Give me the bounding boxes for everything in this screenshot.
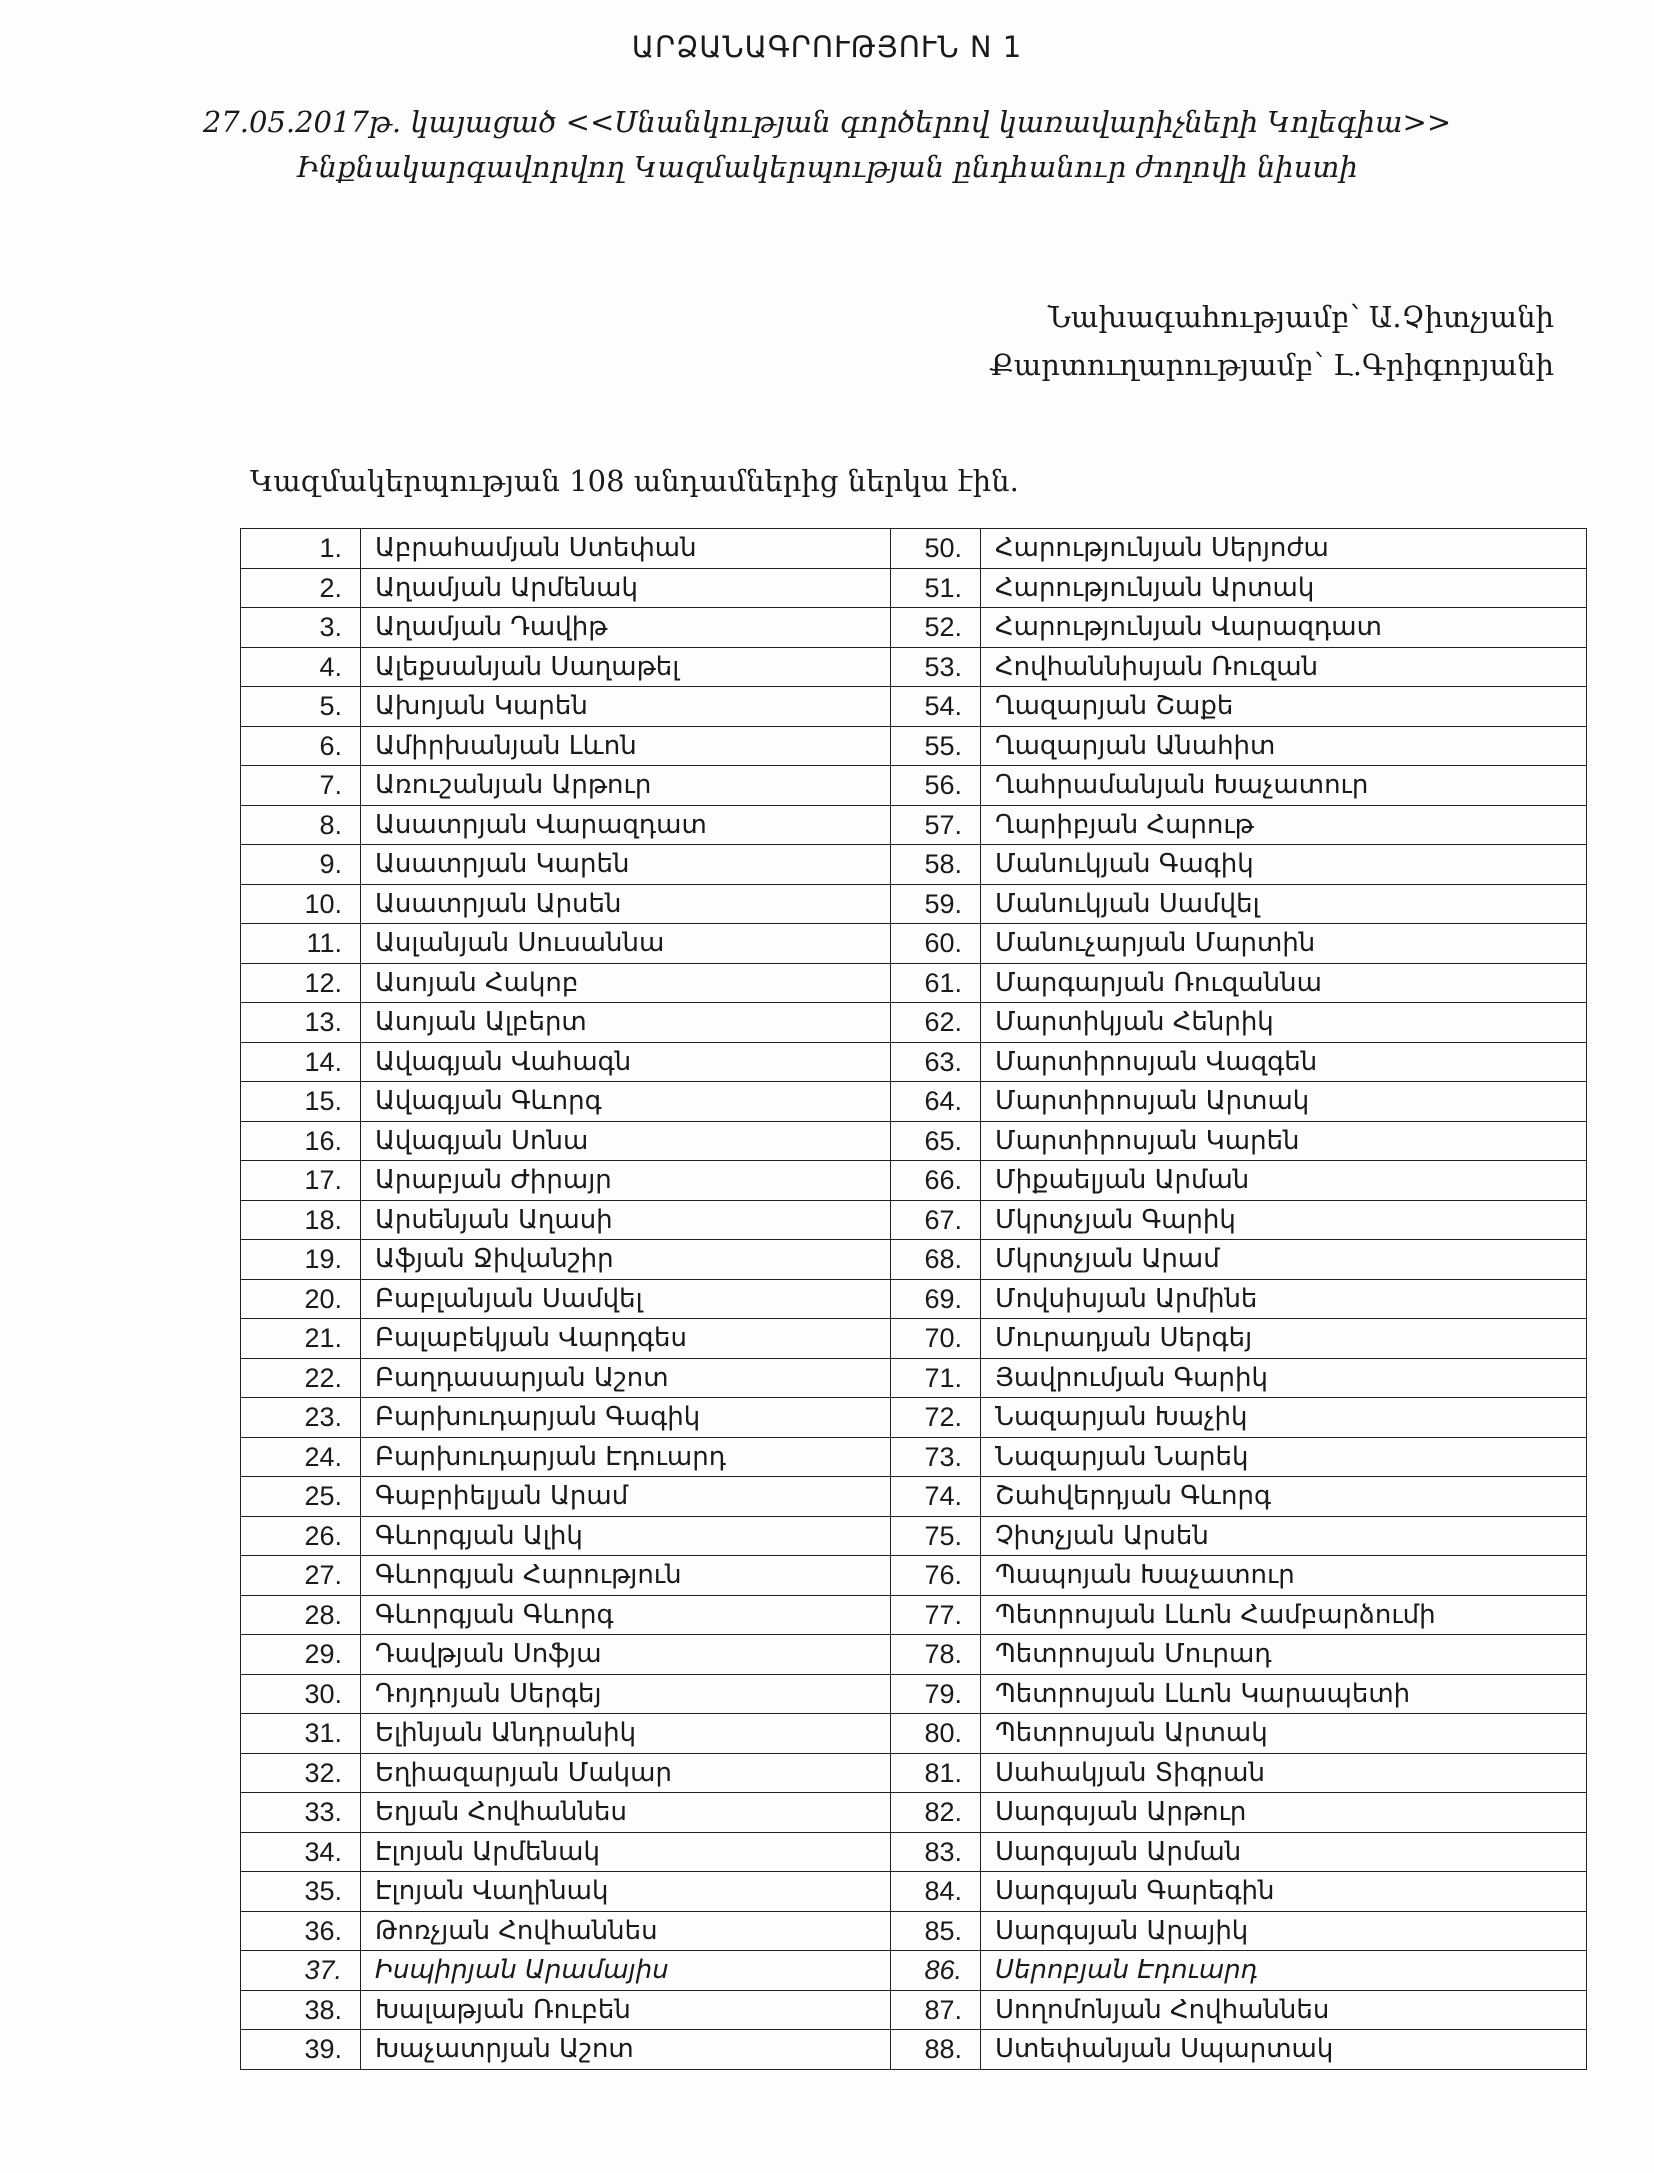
member-number: 66.	[891, 1161, 981, 1201]
table-row	[241, 1635, 1587, 1675]
member-number: 84.	[891, 1872, 981, 1912]
member-number: 20.	[241, 1279, 361, 1319]
table-row	[241, 1121, 1587, 1161]
member-number: 38.	[241, 1990, 361, 2030]
member-name: Պապոյան Խաչատուր	[981, 1556, 1587, 1596]
member-name: Աղամյան Արմենակ	[361, 568, 891, 608]
member-number: 37.	[241, 1951, 361, 1991]
member-name: Գևորգյան Ալիկ	[361, 1516, 891, 1556]
subtitle-line-1: 27.05.2017թ. կայացած <<Սնանկության գործերով կառավարիչների Կոլեգիա>>	[202, 105, 1452, 139]
member-name: Նազարյան Նարեկ	[981, 1437, 1587, 1477]
table-row	[241, 568, 1587, 608]
subtitle-line-2: Ինքնակարգավորվող Կազմակերպության ընդհանուր ժողովի նիստի	[296, 150, 1358, 184]
member-name: Աֆյան Ջիվանշիր	[361, 1240, 891, 1280]
member-number: 8.	[241, 805, 361, 845]
member-name: Մովսիսյան Արմինե	[981, 1279, 1587, 1319]
member-name: Մարտիրոսյան Արտակ	[981, 1082, 1587, 1122]
member-number: 35.	[241, 1872, 361, 1912]
member-number: 65.	[891, 1121, 981, 1161]
table-row	[241, 1556, 1587, 1596]
member-number: 86.	[891, 1951, 981, 1991]
member-name: Նազարյան Խաչիկ	[981, 1398, 1587, 1438]
table-row	[241, 845, 1587, 885]
member-number: 6.	[241, 726, 361, 766]
table-row	[241, 529, 1587, 569]
member-number: 69.	[891, 1279, 981, 1319]
table-row	[241, 1516, 1587, 1556]
member-number: 53.	[891, 647, 981, 687]
member-name: Ասոյան Ալբերտ	[361, 1003, 891, 1043]
member-number: 52.	[891, 608, 981, 648]
table-row	[241, 884, 1587, 924]
member-name: Հարությունյան Արտակ	[981, 568, 1587, 608]
member-name: Դավթյան Սոֆյա	[361, 1635, 891, 1675]
member-name: Ալեքսանյան Սաղաթել	[361, 647, 891, 687]
table-row	[241, 1279, 1587, 1319]
table-row	[241, 1240, 1587, 1280]
table-row	[241, 1398, 1587, 1438]
member-number: 14.	[241, 1042, 361, 1082]
table-row	[241, 687, 1587, 727]
member-name: Ղազարյան Անահիտ	[981, 726, 1587, 766]
member-name: Գևորգյան Գևորգ	[361, 1595, 891, 1635]
member-number: 32.	[241, 1753, 361, 1793]
member-name: Մկրտչյան Արամ	[981, 1240, 1587, 1280]
member-number: 88.	[891, 2030, 981, 2070]
member-number: 71.	[891, 1358, 981, 1398]
member-number: 36.	[241, 1911, 361, 1951]
chair-line: Նախագահությամբ՝ Ա.Չիտչյանի	[1047, 300, 1554, 334]
table-row	[241, 647, 1587, 687]
table-row	[241, 1319, 1587, 1359]
table-row	[241, 1990, 1587, 2030]
member-name: Սողոմոնյան Հովհաննես	[981, 1990, 1587, 2030]
member-name: Առուշանյան Արթուր	[361, 766, 891, 806]
member-number: 87.	[891, 1990, 981, 2030]
table-row	[241, 1753, 1587, 1793]
member-number: 24.	[241, 1437, 361, 1477]
document-title: ԱՐՁԱՆԱԳՐՈՒԹՅՈՒՆ N 1	[631, 30, 1023, 64]
member-name: Պետրոսյան Լևոն Համբարձումի	[981, 1595, 1587, 1635]
member-name: Մանուկյան Սամվել	[981, 884, 1587, 924]
member-name: Դոյդոյան Սերգեյ	[361, 1674, 891, 1714]
table-row	[241, 1793, 1587, 1833]
member-number: 1.	[241, 529, 361, 569]
member-name: Հովհաննիսյան Ռուզան	[981, 647, 1587, 687]
member-number: 55.	[891, 726, 981, 766]
table-row	[241, 1674, 1587, 1714]
member-number: 61.	[891, 963, 981, 1003]
member-number: 27.	[241, 1556, 361, 1596]
member-number: 70.	[891, 1319, 981, 1359]
table-row	[241, 1437, 1587, 1477]
member-number: 64.	[891, 1082, 981, 1122]
member-number: 23.	[241, 1398, 361, 1438]
member-name: Գևորգյան Հարություն	[361, 1556, 891, 1596]
member-number: 25.	[241, 1477, 361, 1517]
member-number: 19.	[241, 1240, 361, 1280]
member-number: 85.	[891, 1911, 981, 1951]
member-name: Ամիրխանյան Լևոն	[361, 726, 891, 766]
member-name: Արաբյան Ժիրայր	[361, 1161, 891, 1201]
table-row	[241, 1042, 1587, 1082]
member-number: 17.	[241, 1161, 361, 1201]
member-name: Սարգսյան Արթուր	[981, 1793, 1587, 1833]
member-name: Հարությունյան Վարազդատ	[981, 608, 1587, 648]
member-number: 33.	[241, 1793, 361, 1833]
member-name: Ավագյան Սոնա	[361, 1121, 891, 1161]
member-name: Պետրոսյան Մուրադ	[981, 1635, 1587, 1675]
member-name: Ղահրամանյան Խաչատուր	[981, 766, 1587, 806]
member-name: Ղազարյան Շաքե	[981, 687, 1587, 727]
member-name: Սարգսյան Գարեգին	[981, 1872, 1587, 1912]
table-row	[241, 963, 1587, 1003]
member-number: 63.	[891, 1042, 981, 1082]
member-number: 59.	[891, 884, 981, 924]
member-number: 74.	[891, 1477, 981, 1517]
member-number: 67.	[891, 1200, 981, 1240]
table-row	[241, 924, 1587, 964]
member-number: 15.	[241, 1082, 361, 1122]
member-number: 7.	[241, 766, 361, 806]
member-number: 80.	[891, 1714, 981, 1754]
member-number: 73.	[891, 1437, 981, 1477]
member-number: 2.	[241, 568, 361, 608]
table-row	[241, 1714, 1587, 1754]
member-name: Ասատրյան Վարազդատ	[361, 805, 891, 845]
member-name: Բաբլանյան Սամվել	[361, 1279, 891, 1319]
member-name: Չիտչյան Արսեն	[981, 1516, 1587, 1556]
member-number: 22.	[241, 1358, 361, 1398]
member-number: 72.	[891, 1398, 981, 1438]
member-name: Իսպիրյան Արամայիս	[361, 1951, 891, 1991]
member-number: 34.	[241, 1832, 361, 1872]
member-number: 50.	[891, 529, 981, 569]
member-number: 57.	[891, 805, 981, 845]
member-number: 16.	[241, 1121, 361, 1161]
member-number: 51.	[891, 568, 981, 608]
member-name: Թոռչյան Հովհաննես	[361, 1911, 891, 1951]
member-name: Մուրադյան Սերգեյ	[981, 1319, 1587, 1359]
member-number: 30.	[241, 1674, 361, 1714]
member-number: 78.	[891, 1635, 981, 1675]
member-name: Սահակյան Տիգրան	[981, 1753, 1587, 1793]
member-number: 83.	[891, 1832, 981, 1872]
member-number: 77.	[891, 1595, 981, 1635]
table-row	[241, 726, 1587, 766]
member-number: 31.	[241, 1714, 361, 1754]
member-name: Խալաթյան Ռուբեն	[361, 1990, 891, 2030]
member-name: Մկրտչյան Գարիկ	[981, 1200, 1587, 1240]
member-number: 26.	[241, 1516, 361, 1556]
member-name: Ավագյան Վահագն	[361, 1042, 891, 1082]
member-number: 12.	[241, 963, 361, 1003]
table-row	[241, 1832, 1587, 1872]
table-row	[241, 1911, 1587, 1951]
member-name: Ղարիբյան Հարութ	[981, 805, 1587, 845]
member-name: Մարտիկյան Հենրիկ	[981, 1003, 1587, 1043]
member-number: 75.	[891, 1516, 981, 1556]
member-number: 5.	[241, 687, 361, 727]
table-row	[241, 1082, 1587, 1122]
member-name: Յավրումյան Գարիկ	[981, 1358, 1587, 1398]
attendance-intro: Կազմակերպության 108 անդամներից ներկա էին.	[250, 464, 1019, 498]
member-number: 21.	[241, 1319, 361, 1359]
member-name: Ստեփանյան Սպարտակ	[981, 2030, 1587, 2070]
member-number: 28.	[241, 1595, 361, 1635]
member-name: Մարգարյան Ռուզաննա	[981, 963, 1587, 1003]
member-number: 58.	[891, 845, 981, 885]
member-name: Ասոյան Հակոբ	[361, 963, 891, 1003]
member-name: Մարտիրոսյան Կարեն	[981, 1121, 1587, 1161]
member-number: 11.	[241, 924, 361, 964]
member-name: Ասատրյան Կարեն	[361, 845, 891, 885]
table-row	[241, 2030, 1587, 2070]
table-row	[241, 608, 1587, 648]
member-name: Էլոյան Վաղինակ	[361, 1872, 891, 1912]
member-name: Բարխուդարյան Գագիկ	[361, 1398, 891, 1438]
member-name: Էլոյան Արմենակ	[361, 1832, 891, 1872]
member-name: Արսենյան Աղասի	[361, 1200, 891, 1240]
member-name: Աղամյան Դավիթ	[361, 608, 891, 648]
table-row	[241, 1951, 1587, 1991]
member-name: Ասատրյան Արսեն	[361, 884, 891, 924]
member-name: Ասլանյան Սուսաննա	[361, 924, 891, 964]
member-number: 81.	[891, 1753, 981, 1793]
member-name: Մարտիրոսյան Վազգեն	[981, 1042, 1587, 1082]
secretary-line: Քարտուղարությամբ՝ Լ.Գրիգորյանի	[989, 348, 1554, 382]
member-name: Ավագյան Գևորգ	[361, 1082, 891, 1122]
member-name: Բաղդասարյան Աշոտ	[361, 1358, 891, 1398]
member-name: Պետրոսյան Արտակ	[981, 1714, 1587, 1754]
member-name: Մանուկյան Գագիկ	[981, 845, 1587, 885]
table-row	[241, 1358, 1587, 1398]
member-name: Հարությունյան Սերյոժա	[981, 529, 1587, 569]
table-row	[241, 766, 1587, 806]
member-name: Սարգսյան Արայիկ	[981, 1911, 1587, 1951]
member-name: Բարխուդարյան Էդուարդ	[361, 1437, 891, 1477]
member-name: Մանուչարյան Մարտին	[981, 924, 1587, 964]
member-number: 4.	[241, 647, 361, 687]
members-table-body	[241, 529, 1587, 2070]
table-row	[241, 1161, 1587, 1201]
member-name: Խաչատրյան Աշոտ	[361, 2030, 891, 2070]
member-number: 76.	[891, 1556, 981, 1596]
member-number: 82.	[891, 1793, 981, 1833]
member-name: Ելինյան Անդրանիկ	[361, 1714, 891, 1754]
member-number: 10.	[241, 884, 361, 924]
table-row	[241, 1872, 1587, 1912]
member-name: Պետրոսյան Լևոն Կարապետի	[981, 1674, 1587, 1714]
member-name: Աբրահամյան Ստեփան	[361, 529, 891, 569]
member-name: Եղիազարյան Մակար	[361, 1753, 891, 1793]
member-number: 13.	[241, 1003, 361, 1043]
member-number: 79.	[891, 1674, 981, 1714]
member-name: Գաբրիելյան Արամ	[361, 1477, 891, 1517]
table-row	[241, 1003, 1587, 1043]
member-name: Բալաբեկյան Վարդգես	[361, 1319, 891, 1359]
member-name: Շահվերդյան Գևորգ	[981, 1477, 1587, 1517]
table-row	[241, 1595, 1587, 1635]
member-name: Սերոբյան Էդուարդ	[981, 1951, 1587, 1991]
member-number: 54.	[891, 687, 981, 727]
member-number: 9.	[241, 845, 361, 885]
member-name: Եղյան Հովհաննես	[361, 1793, 891, 1833]
member-number: 62.	[891, 1003, 981, 1043]
member-number: 39.	[241, 2030, 361, 2070]
table-row	[241, 1477, 1587, 1517]
table-row	[241, 1200, 1587, 1240]
member-name: Ախոյան Կարեն	[361, 687, 891, 727]
member-number: 18.	[241, 1200, 361, 1240]
table-row	[241, 805, 1587, 845]
member-number: 60.	[891, 924, 981, 964]
member-number: 3.	[241, 608, 361, 648]
member-name: Միքաելյան Արման	[981, 1161, 1587, 1201]
members-table	[240, 528, 1587, 2070]
member-number: 68.	[891, 1240, 981, 1280]
member-name: Սարգսյան Արման	[981, 1832, 1587, 1872]
member-number: 56.	[891, 766, 981, 806]
member-number: 29.	[241, 1635, 361, 1675]
